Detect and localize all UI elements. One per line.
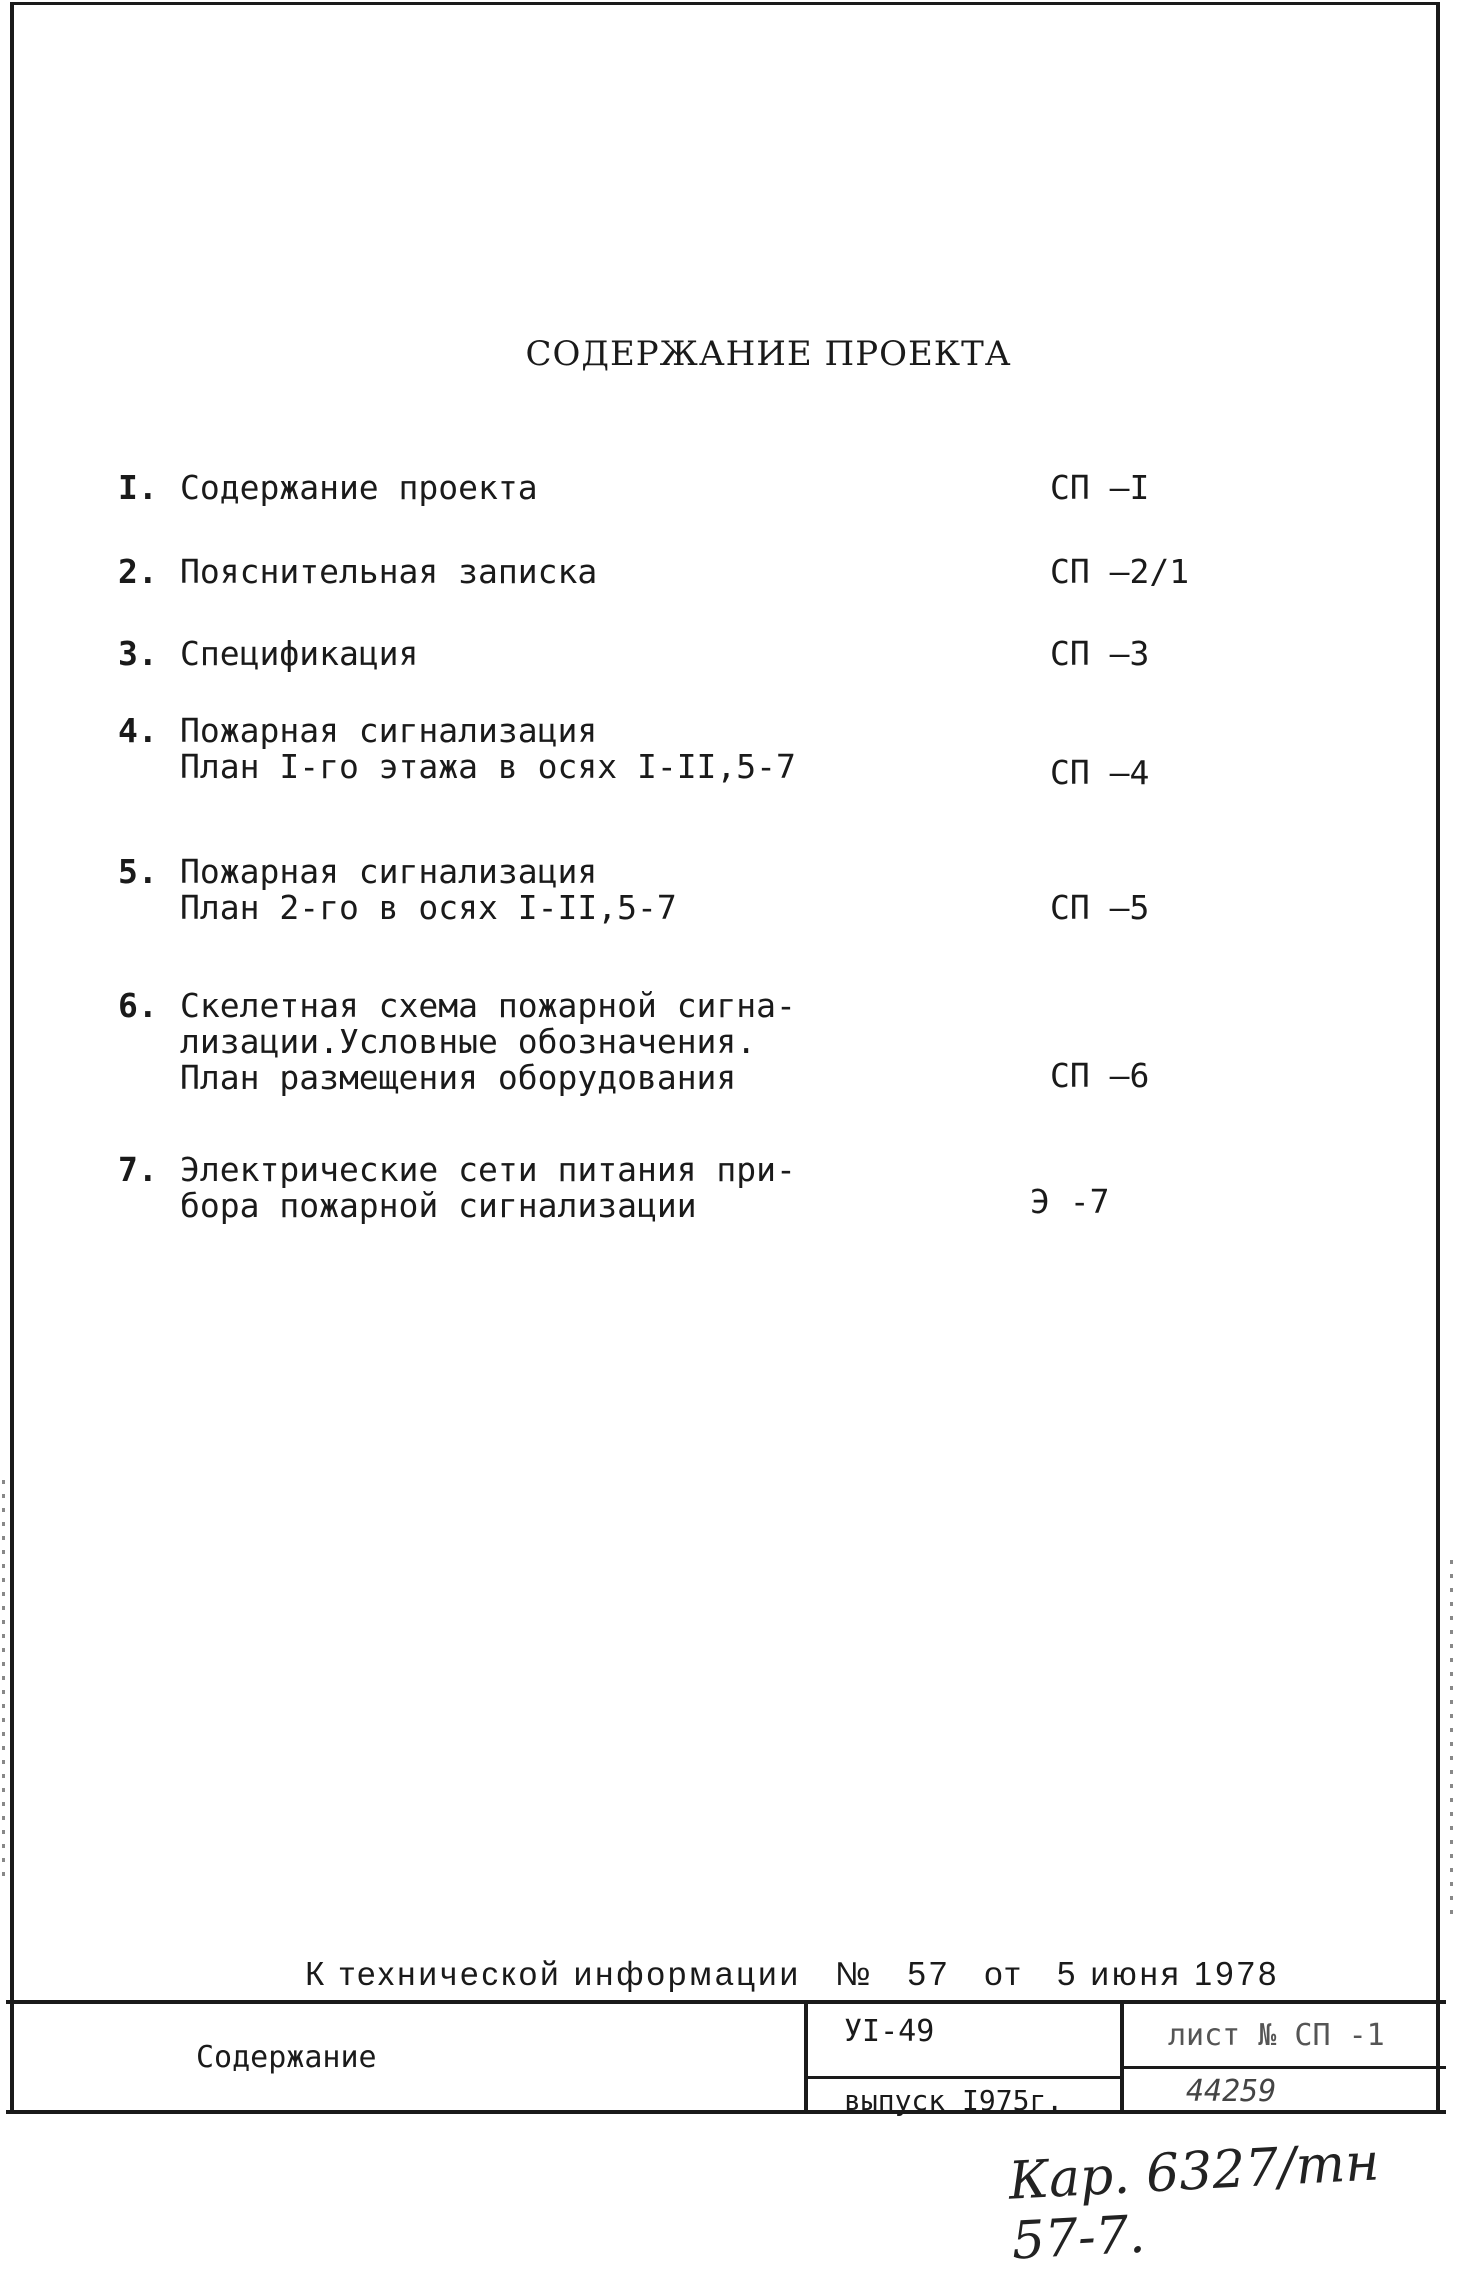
reference-number-label: № xyxy=(835,1955,874,1992)
item-title: Пожарная сигнализация План 2-го в осях I-II,5-7 xyxy=(180,852,677,927)
item-number: I. xyxy=(118,468,158,507)
title-block xyxy=(6,2000,1446,2117)
item-code: СП –4 xyxy=(1050,753,1150,792)
item-title: Скелетная схема пожарной сигна- лизации.Условные обозначения. План размещения оборудования xyxy=(180,986,796,1097)
stamp-series: УI-49 xyxy=(844,2014,935,2049)
item-code: СП –5 xyxy=(1050,888,1150,927)
handwritten-signature: Кар. 6327/тн 57-7. xyxy=(1007,2132,1381,2272)
title-block-divider xyxy=(1120,2004,1124,2110)
item-number: 5. xyxy=(118,852,158,891)
reference-from-label: от xyxy=(984,1955,1023,1992)
reference-number: 57 xyxy=(907,1955,951,1992)
page-title: СОДЕРЖАНИЕ ПРОЕКТА xyxy=(525,334,1012,374)
reference-text: К технической информации xyxy=(305,1955,802,1992)
item-title: Пояснительная записка xyxy=(180,552,598,591)
item-code: СП –3 xyxy=(1050,634,1150,673)
item-number: 7. xyxy=(118,1150,158,1189)
item-code: Э -7 xyxy=(1030,1182,1110,1221)
technical-info-reference xyxy=(305,1955,1313,1993)
stamp-document-name: Содержание xyxy=(196,2040,377,2075)
item-title: Спецификация xyxy=(180,634,419,673)
reference-date: 5 июня 1978 xyxy=(1056,1955,1280,1992)
title-block-divider xyxy=(804,2076,1120,2079)
left-margin-marks xyxy=(2,1480,5,1880)
title-block-divider xyxy=(1120,2066,1446,2069)
title-block-divider xyxy=(804,2004,808,2110)
item-code: СП –I xyxy=(1050,468,1150,507)
item-title: Пожарная сигнализация План I-го этажа в осях I-II,5-7 xyxy=(180,711,796,786)
stamp-sheet: лист № СП -1 xyxy=(1168,2018,1385,2053)
right-margin-marks xyxy=(1450,1560,1453,1920)
item-title: Содержание проекта xyxy=(180,468,538,507)
stamp-inventory-number: 44259 xyxy=(1186,2074,1277,2109)
item-number: 4. xyxy=(118,711,158,750)
item-number: 6. xyxy=(118,986,158,1025)
item-title: Электрические сети питания при- бора пожарной сигнализации xyxy=(180,1150,796,1225)
item-number: 2. xyxy=(118,552,158,591)
item-code: СП –6 xyxy=(1050,1056,1150,1095)
item-code: СП –2/1 xyxy=(1050,552,1190,591)
item-number: 3. xyxy=(118,634,158,673)
stamp-issue: выпуск I975г. xyxy=(844,2084,1064,2117)
